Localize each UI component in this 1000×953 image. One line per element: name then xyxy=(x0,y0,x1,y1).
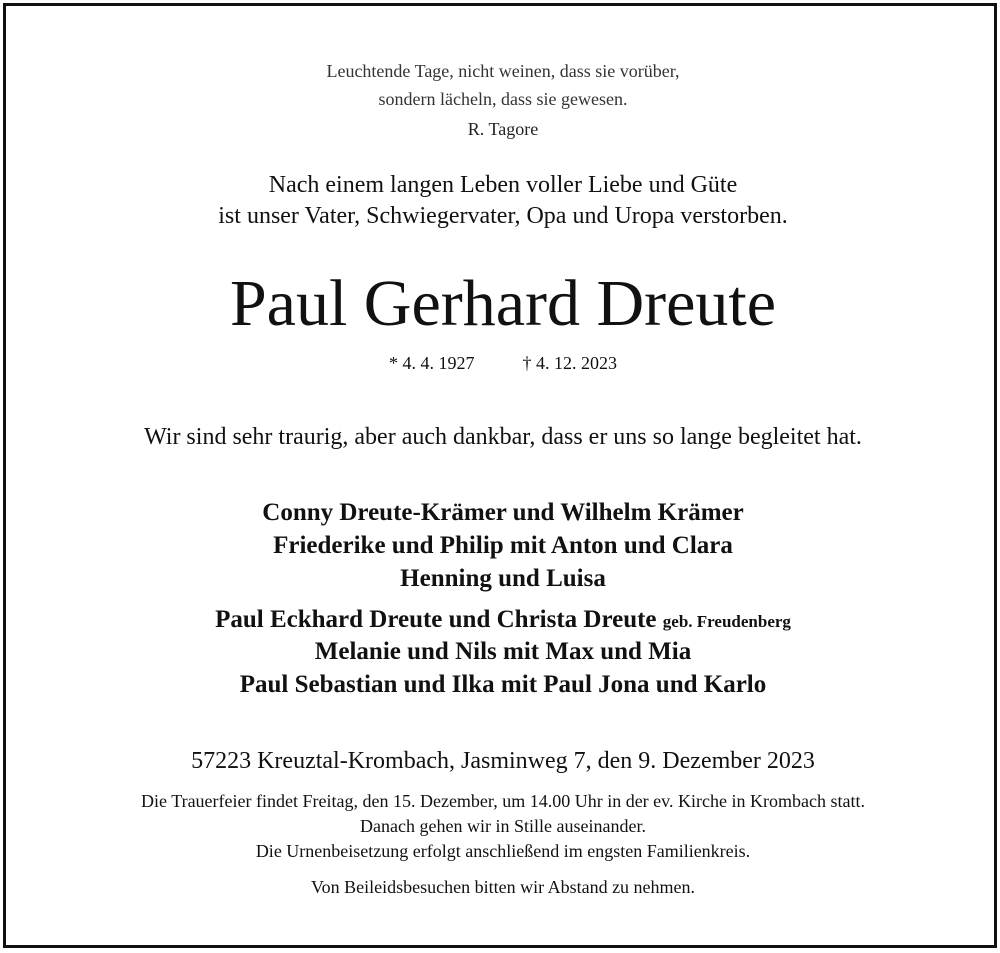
quote-author: R. Tagore xyxy=(467,119,539,139)
service-info-4: Von Beileidsbesuchen bitten wir Abstand zu nehmen. xyxy=(310,877,696,897)
family-member-line: Friederike und Philip mit Anton und Clara xyxy=(273,532,733,559)
deceased-name: Paul Gerhard Dreute xyxy=(229,267,777,340)
quote-line-1: Leuchtende Tage, nicht weinen, dass sie vorüber, xyxy=(326,61,680,81)
life-dates xyxy=(6,353,1000,374)
death-date: † 4. 12. 2023 xyxy=(522,353,617,373)
intro-line-2: ist unser Vater, Schwiegervater, Opa und Uropa verstorben. xyxy=(218,203,788,229)
family-member-line xyxy=(6,606,1000,634)
family-member-line: Paul Sebastian und Ilka mit Paul Jona und Karlo xyxy=(239,671,767,698)
service-info-2: Danach gehen wir in Stille auseinander. xyxy=(360,816,646,836)
service-info-1: Die Trauerfeier findet Freitag, den 15. Dezember, um 14.00 Uhr in der ev. Kirche in Krombach statt. xyxy=(141,791,865,811)
quote-line-2: sondern lächeln, dass sie gewesen. xyxy=(378,89,628,109)
maiden-name-note: geb. Freudenberg xyxy=(662,612,791,631)
service-info-3: Die Urnenbeisetzung erfolgt anschließend im engsten Familienkreis. xyxy=(255,841,751,861)
birth-date: * 4. 4. 1927 xyxy=(389,353,475,373)
family-member-line: Conny Dreute-Krämer und Wilhelm Krämer xyxy=(262,499,744,526)
intro-line-1: Nach einem langen Leben voller Liebe und Güte xyxy=(268,172,738,198)
family-member-name: Paul Eckhard Dreute und Christa Dreute xyxy=(215,606,657,633)
family-member-line: Melanie und Nils mit Max und Mia xyxy=(314,638,692,665)
address-date: 57223 Kreuztal-Krombach, Jasminweg 7, den 9. Dezember 2023 xyxy=(191,748,815,774)
family-member-line: Henning und Luisa xyxy=(400,565,606,592)
obituary-frame xyxy=(3,3,997,948)
gratitude-text: Wir sind sehr traurig, aber auch dankbar, dass er uns so lange begleitet hat. xyxy=(144,424,862,450)
